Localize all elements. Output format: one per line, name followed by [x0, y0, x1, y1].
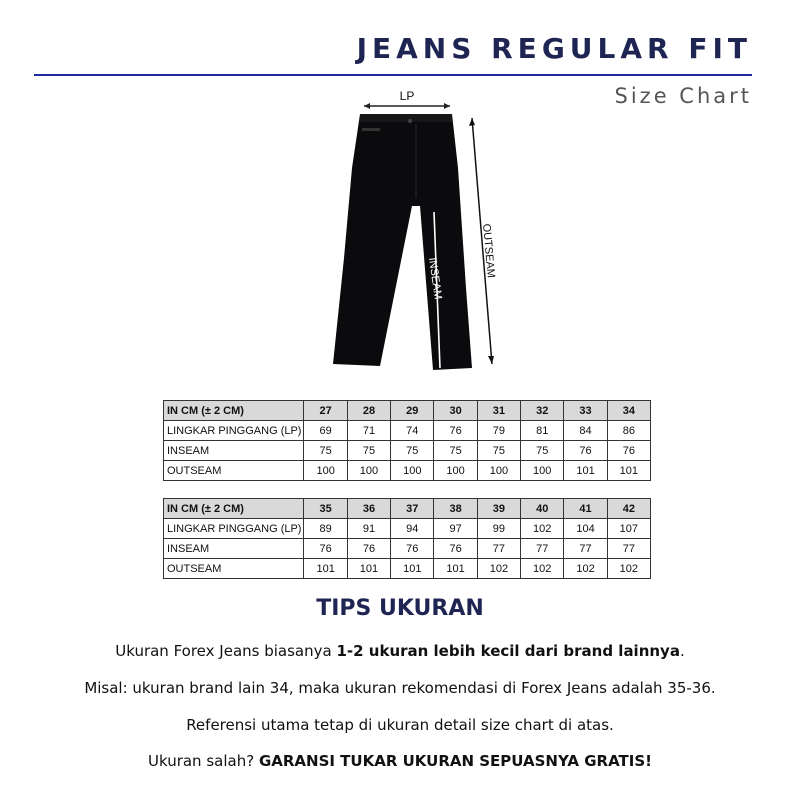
value-cell: 76 — [391, 539, 434, 559]
size-cell: 39 — [477, 499, 520, 519]
value-cell: 75 — [477, 441, 520, 461]
table-row — [164, 539, 651, 559]
value-cell: 100 — [391, 461, 434, 481]
tip-1-text: Ukuran Forex Jeans biasanya — [115, 642, 337, 660]
size-cell: 30 — [434, 401, 477, 421]
tip-line-2: Misal: ukuran brand lain 34, maka ukuran rekomendasi di Forex Jeans adalah 35-36. — [84, 679, 716, 697]
size-cell: 27 — [304, 401, 347, 421]
header-label-cell: IN CM (± 2 CM) — [164, 499, 304, 519]
size-cell: 37 — [391, 499, 434, 519]
header-label-cell: IN CM (± 2 CM) — [164, 401, 304, 421]
jeans-illustration — [320, 88, 520, 380]
jeans-shape — [333, 114, 472, 370]
table-row — [164, 519, 651, 539]
tip-1-bold: 1-2 ukuran lebih kecil dari brand lainnya — [336, 642, 680, 660]
value-cell: 76 — [607, 441, 650, 461]
title-divider — [34, 74, 752, 76]
value-cell: 77 — [521, 539, 564, 559]
size-cell: 32 — [521, 401, 564, 421]
size-cell: 36 — [347, 499, 390, 519]
size-cell: 35 — [304, 499, 347, 519]
value-cell: 74 — [391, 421, 434, 441]
value-cell: 101 — [607, 461, 650, 481]
value-cell: 102 — [521, 519, 564, 539]
table-row — [164, 559, 651, 579]
outseam-label: OUTSEAM — [480, 223, 497, 279]
value-cell: 104 — [564, 519, 607, 539]
size-cell: 34 — [607, 401, 650, 421]
size-cell: 42 — [607, 499, 650, 519]
value-cell: 76 — [434, 539, 477, 559]
value-cell: 101 — [391, 559, 434, 579]
value-cell: 76 — [564, 441, 607, 461]
row-label: INSEAM — [164, 539, 304, 559]
value-cell: 102 — [607, 559, 650, 579]
value-cell: 84 — [564, 421, 607, 441]
page-subtitle: Size Chart — [614, 84, 752, 108]
table-header-row — [164, 401, 651, 421]
inseam-label: INSEAM — [426, 256, 444, 301]
tip-line-3: Referensi utama tetap di ukuran detail size chart di atas. — [186, 716, 614, 734]
value-cell: 91 — [347, 519, 390, 539]
value-cell: 102 — [564, 559, 607, 579]
table-row — [164, 441, 651, 461]
tip-line-4 — [0, 752, 800, 770]
value-cell: 100 — [304, 461, 347, 481]
tips-title: TIPS UKURAN — [316, 596, 484, 621]
outseam-top-head — [469, 118, 475, 126]
value-cell: 94 — [391, 519, 434, 539]
size-cell: 29 — [391, 401, 434, 421]
row-label: LINGKAR PINGGANG (LP) — [164, 421, 304, 441]
value-cell: 76 — [434, 421, 477, 441]
value-cell: 101 — [564, 461, 607, 481]
brand-patch — [362, 128, 380, 131]
row-label: LINGKAR PINGGANG (LP) — [164, 519, 304, 539]
value-cell: 76 — [347, 539, 390, 559]
size-table-2 — [163, 498, 651, 579]
lp-arrow-right-head — [444, 103, 450, 109]
size-cell: 28 — [347, 401, 390, 421]
tip-4-bold: GARANSI TUKAR UKURAN SEPUASNYA GRATIS! — [258, 752, 652, 770]
tip-1-end: . — [679, 642, 685, 660]
jeans-measurement-figure — [320, 88, 520, 380]
value-cell: 86 — [607, 421, 650, 441]
value-cell: 89 — [304, 519, 347, 539]
table-header-row — [164, 499, 651, 519]
tip-line-1 — [0, 642, 800, 660]
value-cell: 100 — [521, 461, 564, 481]
value-cell: 102 — [477, 559, 520, 579]
value-cell: 69 — [304, 421, 347, 441]
value-cell: 101 — [304, 559, 347, 579]
value-cell: 99 — [477, 519, 520, 539]
value-cell: 76 — [304, 539, 347, 559]
value-cell: 75 — [434, 441, 477, 461]
value-cell: 71 — [347, 421, 390, 441]
table-row — [164, 461, 651, 481]
value-cell: 75 — [391, 441, 434, 461]
value-cell: 75 — [304, 441, 347, 461]
size-cell: 38 — [434, 499, 477, 519]
value-cell: 77 — [477, 539, 520, 559]
value-cell: 79 — [477, 421, 520, 441]
value-cell: 75 — [521, 441, 564, 461]
waistband — [360, 114, 452, 122]
value-cell: 100 — [434, 461, 477, 481]
jeans-button — [408, 119, 412, 123]
value-cell: 100 — [477, 461, 520, 481]
size-cell: 40 — [521, 499, 564, 519]
value-cell: 101 — [347, 559, 390, 579]
size-cell: 31 — [477, 401, 520, 421]
value-cell: 100 — [347, 461, 390, 481]
row-label: OUTSEAM — [164, 461, 304, 481]
value-cell: 75 — [347, 441, 390, 461]
size-cell: 41 — [564, 499, 607, 519]
row-label: OUTSEAM — [164, 559, 304, 579]
table-row — [164, 421, 651, 441]
value-cell: 77 — [564, 539, 607, 559]
page-title: JEANS REGULAR FIT — [356, 32, 752, 65]
value-cell: 107 — [607, 519, 650, 539]
value-cell: 97 — [434, 519, 477, 539]
size-cell: 33 — [564, 401, 607, 421]
value-cell: 102 — [521, 559, 564, 579]
size-table-1 — [163, 400, 651, 481]
lp-arrow-left-head — [364, 103, 370, 109]
tip-4-text: Ukuran salah? — [147, 752, 259, 770]
value-cell: 77 — [607, 539, 650, 559]
row-label: INSEAM — [164, 441, 304, 461]
outseam-bottom-head — [488, 356, 494, 364]
value-cell: 101 — [434, 559, 477, 579]
lp-label: LP — [399, 89, 415, 103]
value-cell: 81 — [521, 421, 564, 441]
